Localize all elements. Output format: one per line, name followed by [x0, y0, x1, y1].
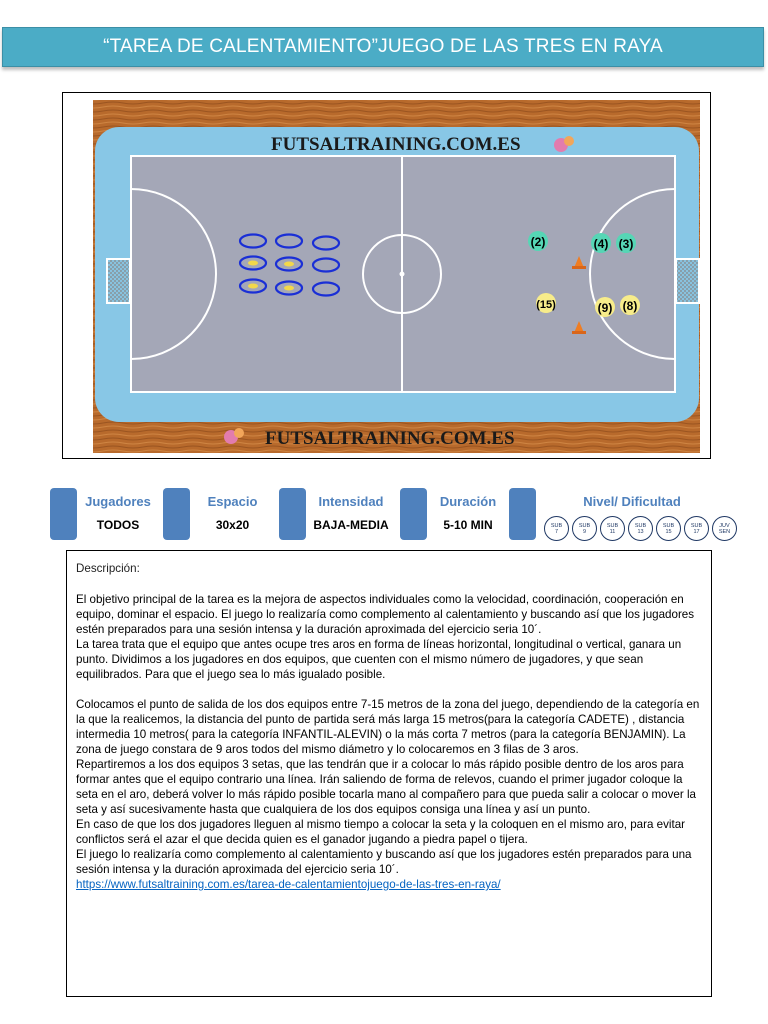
param-value-duration: 5-10 MIN [443, 518, 493, 532]
source-link[interactable]: https://www.futsaltraining.com.es/tarea-de-calentamientojuego-de-las-tres-en-raya/ [76, 878, 501, 891]
description-paragraph: En caso de que los dos jugadores lleguen al mismo tiempo a colocar la seta y la coloquen en el mismo aro, para evitar conflictos será el azar el que decida quien es el ganador jugando a piedra papel o tijera. [76, 818, 686, 846]
brand-text-bottom: FUTSALTRAINING.COM.ES [265, 428, 515, 449]
svg-text:(9): (9) [597, 301, 613, 315]
svg-text:(3): (3) [618, 237, 634, 251]
description-paragraph: Repartiremos a los dos equipos 3 setas, que las tendrán que ir a colocar lo más rápido posible dentro de los aros para formar antes que el equipo contrario una línea. Irán saliendo de forma de relevos, cuando el primer jugador coloque la seta en el aro, deberá volver lo más rápido posible tocarla mano al compañero para que pueda salir a colocar o mover la seta y así sucesivamente hasta que cualquiera de los dos equipos consiga una línea y así un punto. [76, 758, 696, 816]
left-goal [107, 259, 130, 303]
param-marker [509, 488, 536, 540]
description-paragraph: La tarea trata que el equipo que antes ocupe tres aros en forma de líneas horizontal, longitudinal o vertical, ganara un punto. Dividimos a los jugadores en dos equipos, que cuenten con el mismo número de jugadores, y que sean equilibrados. Para que el juego sea lo más igualado posible. [76, 638, 682, 681]
svg-text:(15): (15) [536, 299, 556, 311]
param-label-space: Espacio [207, 494, 258, 509]
description-heading: Descripción: [76, 562, 140, 575]
description-paragraph: El objetivo principal de la tarea es la mejora de aspectos individuales como la velocidad, coordinación, cooperación en equipo, dominar el espacio. El juego lo realizaría como complemento al calentamiento y buscando así que los jugadores estén preparados para una sesión intensa y la duración aproximada del ejercicio seria 10´. [76, 593, 695, 636]
center-spot [400, 272, 405, 277]
level-badge: SUB 17 [684, 516, 709, 541]
level-badge: SUB 11 [600, 516, 625, 541]
level-badge: SUB 13 [628, 516, 653, 541]
player-3 [616, 233, 636, 253]
right-goal [676, 259, 699, 303]
player-15 [536, 293, 556, 313]
player-4 [591, 233, 611, 253]
futsal-court [63, 93, 711, 459]
level-badge: SUB 9 [572, 516, 597, 541]
param-label-level: Nivel/ Dificultad [583, 494, 681, 509]
level-badge: JUV SEN [712, 516, 737, 541]
page-title: “TAREA DE CALENTAMIENTO”JUEGO DE LAS TRES EN RAYA [103, 36, 663, 57]
task-parameters [48, 488, 748, 544]
param-marker [50, 488, 77, 540]
description-paragraph: El juego lo realizaría como complemento al calentamiento y buscando así que los jugadores estén preparados para una sesión intensa y la duración aproximada del ejercicio seria 10´. [76, 848, 692, 876]
description-paragraph: Colocamos el punto de salida de los dos equipos entre 7-15 metros de la zona del juego, dependiendo de la categoría en la que la realicemos, la distancia del punto de partida será más larga 15 metros(para la categoría CADETE) , distancia intermedia 10 metros( para la categoría INFANTIL-ALEVIN) o la más corta 7 metros (para la categoría BENJAMIN). La zona de juego constara de 9 aros todos del mismo diámetro y lo colocaremos en 3 filas de 3 aros. [76, 698, 700, 756]
player-2 [528, 231, 548, 251]
court-diagram [62, 92, 711, 459]
svg-text:(2): (2) [530, 235, 546, 249]
player-8 [620, 295, 640, 315]
param-marker [279, 488, 306, 540]
svg-text:(8): (8) [622, 299, 638, 313]
param-label-players: Jugadores [85, 494, 151, 509]
param-label-intensity: Intensidad [318, 494, 384, 509]
param-marker [163, 488, 190, 540]
level-badges [544, 516, 737, 541]
player-9 [595, 297, 615, 317]
param-label-duration: Duración [439, 494, 497, 509]
level-badge: SUB 7 [544, 516, 569, 541]
title-bar [2, 27, 764, 67]
param-value-intensity: BAJA-MEDIA [313, 518, 389, 532]
param-marker [400, 488, 427, 540]
level-badge: SUB 15 [656, 516, 681, 541]
svg-text:(4): (4) [593, 237, 609, 251]
brand-text-top: FUTSALTRAINING.COM.ES [271, 134, 521, 155]
param-value-space: 30x20 [215, 518, 250, 532]
param-value-players: TODOS [96, 518, 140, 532]
description-box [66, 550, 712, 997]
